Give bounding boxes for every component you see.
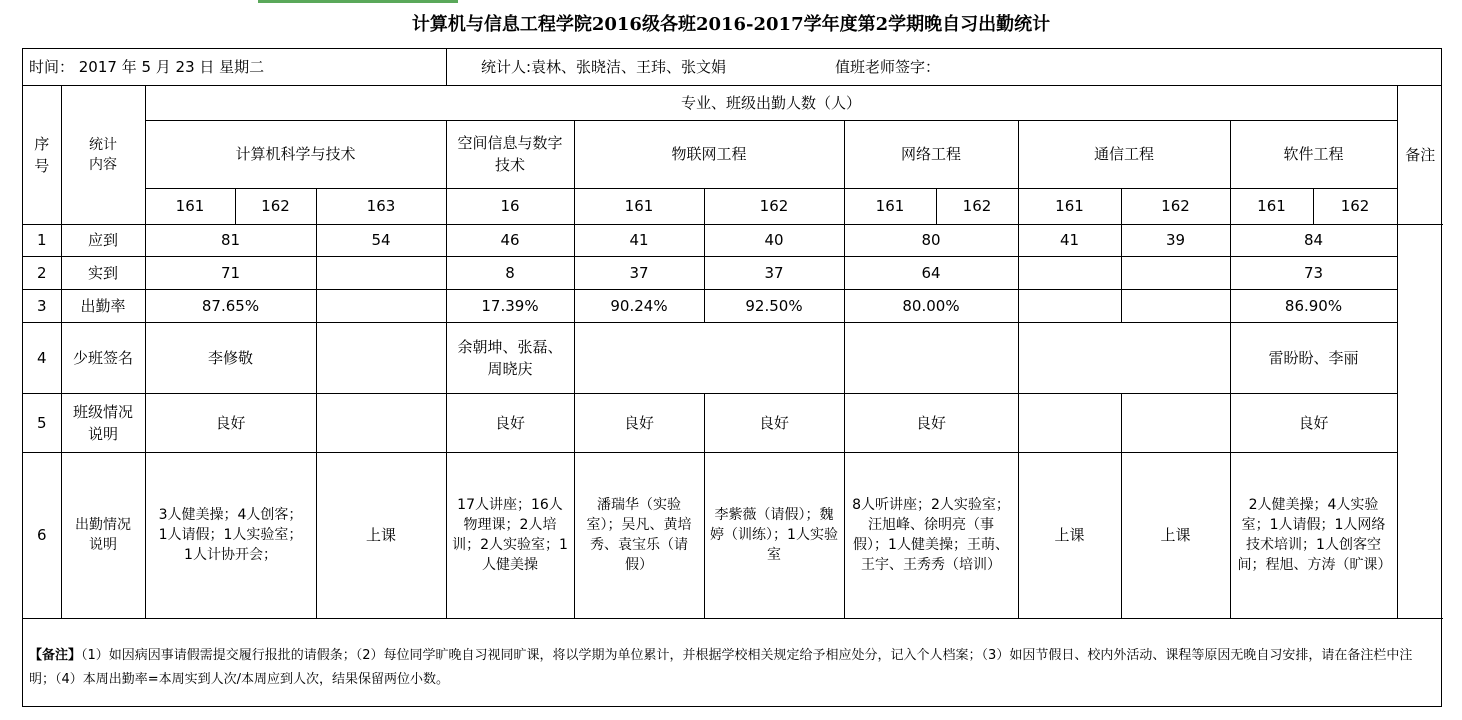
footnote [23,622,1443,707]
cell-net: 80.00% [844,289,1018,322]
class-sw-161: 161 [1230,188,1313,224]
cell-iot162 [704,452,844,618]
cell-cs: 87.65% [145,289,316,322]
table-row [23,256,1443,289]
row-no: 6 [23,452,61,618]
footnote-label: 【备注】 [29,648,82,663]
cell-sp: 46 [446,224,574,256]
cell-tel161 [1018,256,1121,289]
row-label-text: 出勤情况说明 [75,517,131,553]
cell-net-text: 8人听讲座；2人实验室；汪旭峰、徐明亮（事假）；1人健美操；王萌、王宇、王秀秀（培训） [852,497,1010,573]
cell-net: 80 [844,224,1018,256]
table-row [23,393,1443,452]
cell-tel161: 41 [1018,224,1121,256]
teacher-sign-text: 值班老师签字： [835,58,941,76]
cell-cs: 李修敬 [145,322,316,393]
cell-sw: 86.90% [1230,289,1397,322]
row-label [61,452,145,618]
cell-iot162: 良好 [704,393,844,452]
cell-cs163 [316,289,446,322]
cell-cs: 良好 [145,393,316,452]
class-sw-162: 162 [1313,188,1397,224]
cell-tel162 [1121,289,1230,322]
row-label: 少班签名 [61,322,145,393]
remark-cell [1397,224,1443,618]
footnote-text: （1）如因病因事请假需提交履行报批的请假条；（2）每位同学旷晚自习视同旷课，将以学期为单位累计，并根据学校相关规定给予相应处分，记入个人档案；（3）如因节假日、校内外活动、课程等原因无晚自习安排，请在备注栏中注明；（4）本周出勤率=本周实到人次/本周应到人次，结果保留两位小数。 [29,648,1413,687]
cell-iot162: 92.50% [704,289,844,322]
table-row [23,452,1443,618]
class-cs-162: 162 [235,188,316,224]
row-label [61,393,145,452]
cell-sp: 17.39% [446,289,574,322]
cell-net [844,452,1018,618]
cell-sp: 8 [446,256,574,289]
class-net-161: 161 [844,188,936,224]
cell-sw: 84 [1230,224,1397,256]
cell-iot161 [574,452,704,618]
cell-tel161 [1018,289,1121,322]
major-software: 软件工程 [1230,120,1397,188]
cell-tel161: 上课 [1018,452,1121,618]
row-no: 1 [23,224,61,256]
cell-sp-text: 余朝坤、张磊、周晓庆 [457,337,563,378]
cell-cs163 [316,393,446,452]
cell-cs163 [316,256,446,289]
cell-net: 良好 [844,393,1018,452]
cell-sp: 良好 [446,393,574,452]
cell-iot161-text: 潘瑞华（实验室）；吴凡、黄培秀、袁宝乐（请假） [586,497,692,573]
attendance-table [23,86,1443,619]
cell-tel [1018,322,1230,393]
table-row [23,224,1443,256]
cell-sp-text: 17人讲座；16人物理课；2人培训；2人实验室；1人健美操 [452,497,568,573]
header-remark: 备注 [1397,86,1443,224]
cell-tel162: 39 [1121,224,1230,256]
table-row [23,289,1443,322]
major-network: 网络工程 [844,120,1018,188]
table-row [23,322,1443,393]
cell-tel162 [1121,256,1230,289]
cell-cs163 [316,322,446,393]
class-net-162: 162 [936,188,1018,224]
cell-iot [574,322,844,393]
class-cs-161: 161 [145,188,235,224]
header-seq: 序号 [23,86,61,224]
cell-sw: 良好 [1230,393,1397,452]
row-label-text: 班级情况说明 [73,402,134,443]
cell-iot162-text: 李紫薇（请假）；魏婷（训练）；1人实验室 [710,507,838,563]
cell-iot162: 40 [704,224,844,256]
top-accent-bar [258,0,458,3]
class-iot-161: 161 [574,188,704,224]
cell-iot162: 37 [704,256,844,289]
info-bar [23,49,1441,86]
cell-sw: 73 [1230,256,1397,289]
major-telecom: 通信工程 [1018,120,1230,188]
class-cs-163: 163 [316,188,446,224]
page-title: 计算机与信息工程学院2016级各班2016-2017学年度第2学期晚自习出勤统计 [411,14,1051,35]
row-no: 3 [23,289,61,322]
date-text: 时间： 2017 年 5 月 23 日 星期二 [29,58,265,76]
major-spatial: 空间信息与数字技术 [446,120,574,188]
cell-net: 64 [844,256,1018,289]
cell-tel162 [1121,393,1230,452]
major-iot: 物联网工程 [574,120,844,188]
cell-iot161: 41 [574,224,704,256]
row-no: 2 [23,256,61,289]
cell-sp [446,452,574,618]
cell-sw-text: 2人健美操；4人实验室；1人请假；1人网络技术培训；1人创客空间；程旭、方涛（旷课） [1237,497,1392,573]
cell-iot161: 90.24% [574,289,704,322]
attendance-sheet [22,48,1442,707]
header-group: 专业、班级出勤人数（人） [145,86,1397,120]
cell-iot161: 良好 [574,393,704,452]
row-no: 5 [23,393,61,452]
header-content-text: 统计内容 [89,136,117,173]
major-cs: 计算机科学与技术 [145,120,446,188]
cell-tel162: 上课 [1121,452,1230,618]
cell-sw: 雷盼盼、李丽 [1230,322,1397,393]
row-label: 应到 [61,224,145,256]
class-tel-162: 162 [1121,188,1230,224]
cell-sw [1230,452,1397,618]
class-iot-162: 162 [704,188,844,224]
cell-sp [446,322,574,393]
cell-cs: 71 [145,256,316,289]
class-sp-16: 16 [446,188,574,224]
cell-cs: 81 [145,224,316,256]
recorders-text: 统计人:袁林、张晓洁、王玮、张文娟 [481,58,727,76]
cell-cs [145,452,316,618]
class-tel-161: 161 [1018,188,1121,224]
row-no: 4 [23,322,61,393]
cell-iot161: 37 [574,256,704,289]
cell-cs163: 54 [316,224,446,256]
cell-cs-text: 3人健美操；4人创客；1人请假；1人实验室；1人计协开会； [158,507,303,563]
cell-tel161 [1018,393,1121,452]
cell-net [844,322,1018,393]
row-label: 实到 [61,256,145,289]
cell-cs163: 上课 [316,452,446,618]
info-divider [446,49,447,85]
row-label: 出勤率 [61,289,145,322]
header-content [61,86,145,224]
